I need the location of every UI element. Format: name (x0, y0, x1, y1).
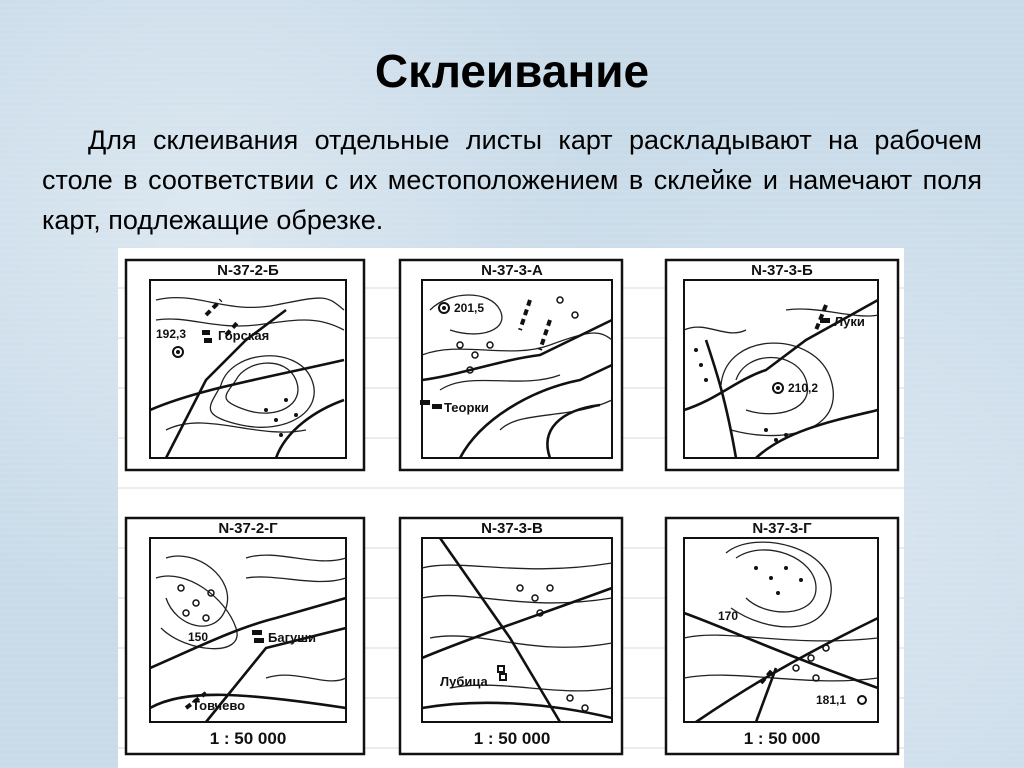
map-sheets-illustration (118, 248, 904, 768)
scale-label: 1 : 50 000 (473, 729, 551, 748)
elevation-label: 192,3 (156, 327, 187, 341)
map-sheet-4 (126, 518, 364, 754)
slide-body-text: Для склеивания отдельные листы карт раскладывают на рабочем столе в соответствии с их местоположением в склейке и намечают поля карт, подлежащие обрезке. (42, 125, 982, 235)
elevation-label: 150 (188, 630, 209, 644)
sheet-label: N-37-3-Б (751, 262, 813, 279)
place-label: Горская (218, 328, 270, 343)
elevation-label: 170 (718, 609, 739, 623)
sheet-label: N-37-2-Б (217, 262, 279, 279)
elevation-label: 201,5 (454, 301, 485, 315)
scale-label: 1 : 50 000 (743, 729, 821, 748)
place-label: Лубица (440, 674, 488, 689)
elevation-label: 210,2 (788, 381, 819, 395)
place-label: Луки (834, 314, 865, 329)
sheet-label: N-37-2-Г (218, 520, 278, 537)
sheet-label: N-37-3-В (481, 520, 543, 537)
map-sheet-2 (400, 260, 622, 470)
map-sheet-3 (666, 260, 898, 470)
sheet-label: N-37-3-А (481, 262, 543, 279)
place-label: Теорки (444, 400, 489, 415)
map-sheet-5 (400, 518, 622, 754)
place-label: Багуши (268, 630, 317, 645)
sheet-label: N-37-3-Г (752, 520, 812, 537)
elevation-label: 181,1 (816, 693, 847, 707)
scale-label: 1 : 50 000 (209, 729, 287, 748)
slide-title: Склеивание (374, 45, 650, 97)
map-sheet-6 (666, 518, 898, 754)
map-sheets-figure (118, 248, 904, 768)
map-sheet-1 (126, 260, 364, 470)
place-label: Товчево (192, 698, 246, 713)
